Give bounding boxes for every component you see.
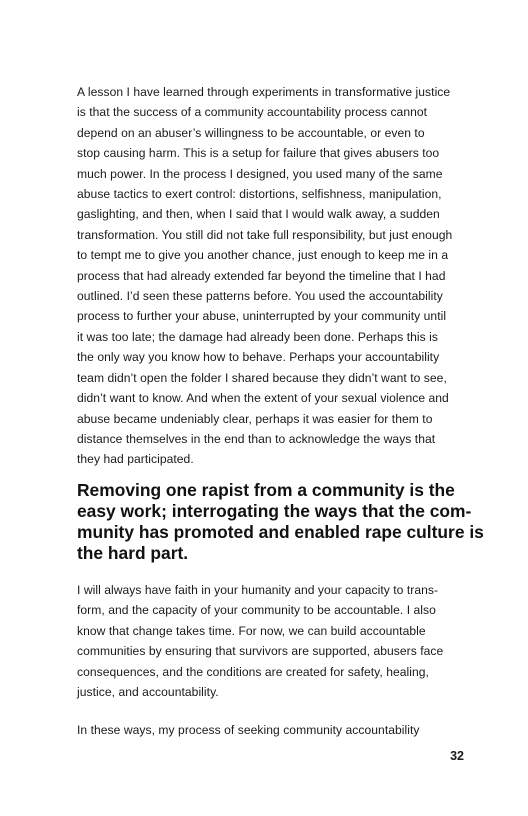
text-line: outlined. I’d seen these patterns before. You used the accountability [77, 289, 443, 304]
heading-line: the hard part. [77, 543, 189, 563]
text-line: gaslighting, and then, when I said that I would walk away, a sudden [77, 207, 440, 222]
text-line: it was too late; the damage had already been done. Perhaps this is [77, 329, 438, 344]
text-line: depend on an abuser’s willingness to be accountable, or even to [77, 125, 425, 140]
heading-line: easy work; interrogating the ways that the com- [77, 501, 472, 521]
text-line: is that the success of a community accountability process cannot [77, 105, 428, 120]
text-line: justice, and accountability. [77, 685, 219, 700]
text-line: distance themselves in the end than to acknowledge the ways that [77, 431, 436, 446]
text-line: communities by ensuring that survivors are supported, abusers face [77, 644, 444, 659]
text-line: stop causing harm. This is a setup for failure that gives abusers too [77, 146, 440, 161]
text-line: process that had already extended far beyond the timeline that I had [77, 268, 446, 283]
text-line: In these ways, my process of seeking community accountability [77, 723, 420, 737]
text-line: transformation. You still did not take full responsibility, but just enough [77, 227, 453, 242]
heading-line: Removing one rapist from a community is the [77, 480, 455, 500]
text-line: much power. In the process I designed, you used many of the same [77, 166, 443, 181]
text-line: know that change takes time. For now, we can build accountable [77, 623, 426, 638]
body-paragraph [77, 82, 463, 470]
text-line: the only way you know how to behave. Perhaps your accountability [77, 350, 440, 365]
text-line: process to further your abuse, uninterrupted by your community until [77, 309, 447, 324]
text-line: team didn’t open the folder I shared because they didn’t want to see, [77, 370, 447, 385]
text-line: I will always have faith in your humanity and your capacity to trans- [77, 583, 439, 597]
text-line: they had participated. [77, 452, 194, 467]
text-line: A lesson I have learned through experiments in transformative justice [77, 85, 451, 99]
text-line: abuse tactics to exert control: distortions, selfishness, manipulation, [77, 187, 442, 202]
body-paragraph [77, 720, 463, 740]
pull-quote-heading [77, 480, 484, 564]
text-line: abuse became undeniably clear, perhaps it was easier for them to [77, 411, 433, 426]
body-paragraph [77, 580, 463, 702]
text-line: consequences, and the conditions are created for safety, healing, [77, 664, 429, 679]
text-line: form, and the capacity of your community to be accountable. I also [77, 603, 436, 618]
text-line: didn’t want to know. And when the extent of your sexual violence and [77, 391, 449, 406]
text-line: to tempt me to give you another chance, just enough to keep me in a [77, 248, 449, 263]
heading-line: munity has promoted and enabled rape culture is [77, 522, 484, 542]
page-number: 32 [450, 749, 464, 763]
